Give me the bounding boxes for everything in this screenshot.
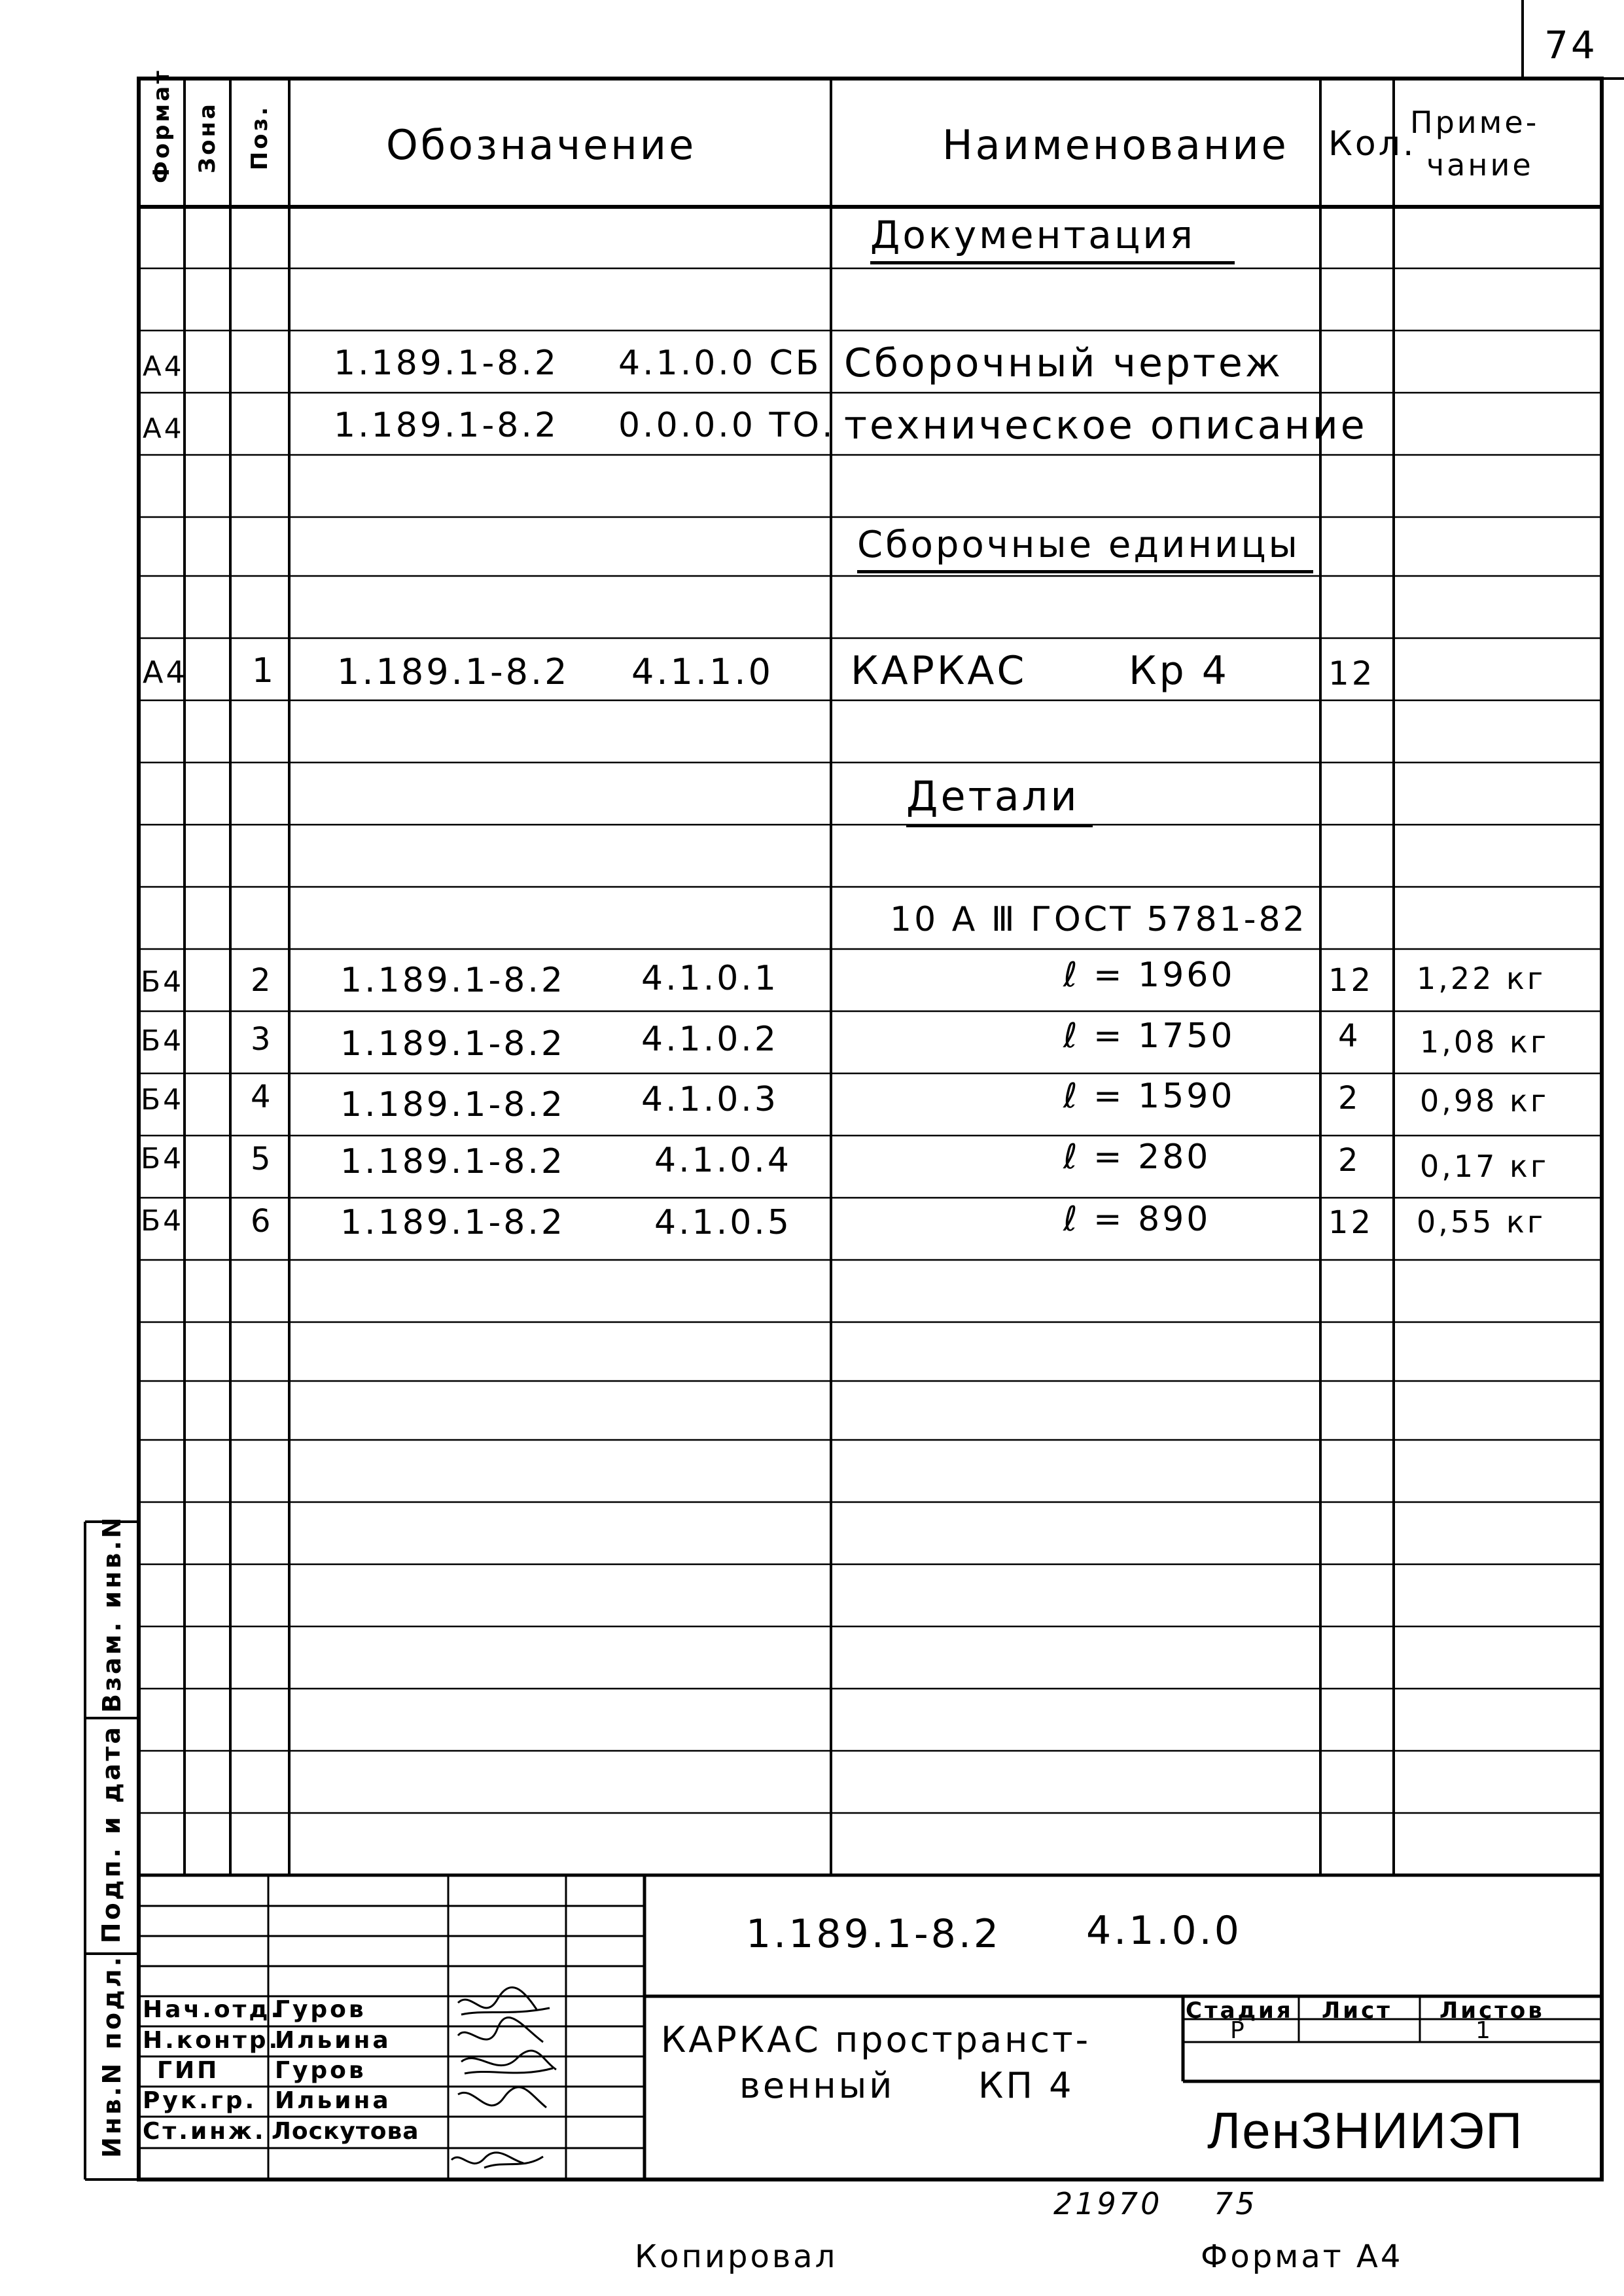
detail-format: Б4: [141, 1024, 185, 1058]
detail-note: 0,55 кг: [1417, 1204, 1545, 1240]
margin-inv-orig: Инв.N подл.: [97, 1954, 126, 2158]
footer-format: Формат А4: [1201, 2238, 1403, 2275]
detail-designation-b: 4.1.0.5: [654, 1203, 792, 1242]
doc1-format: А4: [143, 350, 185, 382]
detail-qty: 12: [1328, 962, 1374, 999]
detail-designation-a: 1.189.1-8.2: [340, 1085, 565, 1124]
doc1-designation-b: 4.1.0.0 СБ: [618, 344, 822, 383]
section-documentation: Документация: [870, 213, 1235, 264]
detail-pos: 4: [251, 1079, 274, 1115]
detail-pos: 5: [251, 1141, 274, 1177]
sheets-value: 1: [1475, 2017, 1493, 2044]
detail-designation-a: 1.189.1-8.2: [340, 1024, 565, 1064]
detail-length: ℓ = 1750: [1063, 1016, 1235, 1056]
header-name: Наименование: [942, 121, 1289, 169]
header-pos: Поз.: [247, 104, 273, 171]
detail-length: ℓ = 1590: [1063, 1077, 1235, 1116]
signatures: [451, 1987, 556, 2168]
section-assembly-units: Сборочные единицы: [857, 524, 1313, 573]
detail-designation-b: 4.1.0.4: [654, 1141, 792, 1180]
footer-number-b: 75: [1214, 2186, 1258, 2221]
unit1-pos: 1: [252, 651, 277, 691]
role-label: ГИП: [157, 2057, 220, 2084]
doc1-designation-a: 1.189.1-8.2: [334, 344, 559, 383]
header-qty: Кол.: [1328, 124, 1417, 164]
detail-note: 1,22 кг: [1417, 961, 1545, 996]
detail-format: Б4: [141, 965, 185, 999]
title-name-line1: КАРКАС пространст-: [661, 2019, 1091, 2060]
role-label: Рук.гр.: [143, 2087, 257, 2114]
footer-copied: Копировал: [635, 2238, 838, 2275]
header-designation: Обозначение: [386, 121, 697, 169]
role-label: Н.контр.: [143, 2027, 281, 2054]
doc2-format: А4: [143, 412, 185, 444]
role-name: Гуров: [275, 2057, 366, 2084]
role-label: Ст.инж.: [143, 2118, 266, 2145]
detail-designation-a: 1.189.1-8.2: [340, 1142, 565, 1181]
section-details: Детали: [906, 772, 1093, 827]
doc2-designation-a: 1.189.1-8.2: [334, 406, 559, 445]
label-sheets: Листов: [1439, 1998, 1545, 2024]
detail-length: ℓ = 280: [1063, 1138, 1211, 1177]
margin-sign-date: Подп. и дата: [97, 1724, 126, 1944]
detail-designation-a: 1.189.1-8.2: [340, 1203, 565, 1242]
detail-pos: 6: [251, 1203, 274, 1240]
doc2-designation-b: 0.0.0.0 ТО.: [618, 406, 836, 445]
detail-format: Б4: [141, 1142, 185, 1175]
detail-format: Б4: [141, 1204, 185, 1238]
detail-qty: 4: [1338, 1018, 1361, 1054]
detail-length: ℓ = 1960: [1063, 956, 1235, 995]
unit1-name-a: КАРКАС: [851, 648, 1027, 694]
sheet-number: 74: [1544, 23, 1598, 67]
detail-qty: 2: [1338, 1080, 1361, 1117]
header-zone: Зона: [194, 101, 221, 173]
role-name: Гуров: [275, 1996, 366, 2023]
unit1-qty: 12: [1328, 655, 1375, 692]
detail-note: 0,17 кг: [1420, 1149, 1549, 1184]
unit1-designation-b: 4.1.1.0: [631, 651, 773, 692]
detail-note: 1,08 кг: [1420, 1024, 1549, 1060]
header-note-line2: чание: [1426, 147, 1534, 183]
detail-qty: 12: [1328, 1204, 1374, 1241]
header-note-line1: Приме-: [1410, 105, 1540, 140]
unit1-format: А4: [143, 655, 188, 690]
material-spec: 10 А Ⅲ ГОСТ 5781-82: [890, 900, 1307, 939]
detail-note: 0,98 кг: [1420, 1083, 1549, 1119]
detail-designation-b: 4.1.0.2: [641, 1020, 779, 1059]
title-name-line3: КП 4: [978, 2065, 1074, 2106]
role-name: Ильина: [275, 2027, 391, 2054]
detail-designation-a: 1.189.1-8.2: [340, 961, 565, 1000]
label-sheet: Лист: [1322, 1998, 1392, 2024]
title-name-line2: венный: [739, 2065, 895, 2106]
detail-pos: 2: [251, 962, 274, 999]
detail-designation-b: 4.1.0.1: [641, 959, 779, 998]
detail-pos: 3: [251, 1021, 274, 1058]
organization: ЛенЗНИИЭП: [1207, 2102, 1524, 2159]
role-name: Ильина: [275, 2087, 391, 2114]
doc1-name: Сборочный чертеж: [844, 340, 1283, 386]
label-stage: Стадия: [1186, 1998, 1294, 2024]
title-designation-a: 1.189.1-8.2: [746, 1911, 1002, 1957]
detail-designation-b: 4.1.0.3: [641, 1080, 779, 1119]
unit1-name-b: Кр 4: [1129, 648, 1229, 694]
role-name: Лоскутова: [272, 2118, 419, 2145]
stage-value: Р: [1230, 2017, 1247, 2044]
title-designation-b: 4.1.0.0: [1086, 1908, 1242, 1954]
header-format: Формат: [149, 68, 175, 183]
detail-length: ℓ = 890: [1063, 1200, 1211, 1239]
margin-vzam-inv: Взам. инв.N: [97, 1515, 126, 1713]
doc2-name: техническое описание: [844, 403, 1368, 448]
unit1-designation-a: 1.189.1-8.2: [337, 651, 570, 692]
detail-qty: 2: [1338, 1142, 1361, 1179]
role-label: Нач.отд.: [143, 1996, 283, 2023]
footer-number-a: 21970: [1053, 2186, 1163, 2221]
detail-format: Б4: [141, 1083, 185, 1117]
